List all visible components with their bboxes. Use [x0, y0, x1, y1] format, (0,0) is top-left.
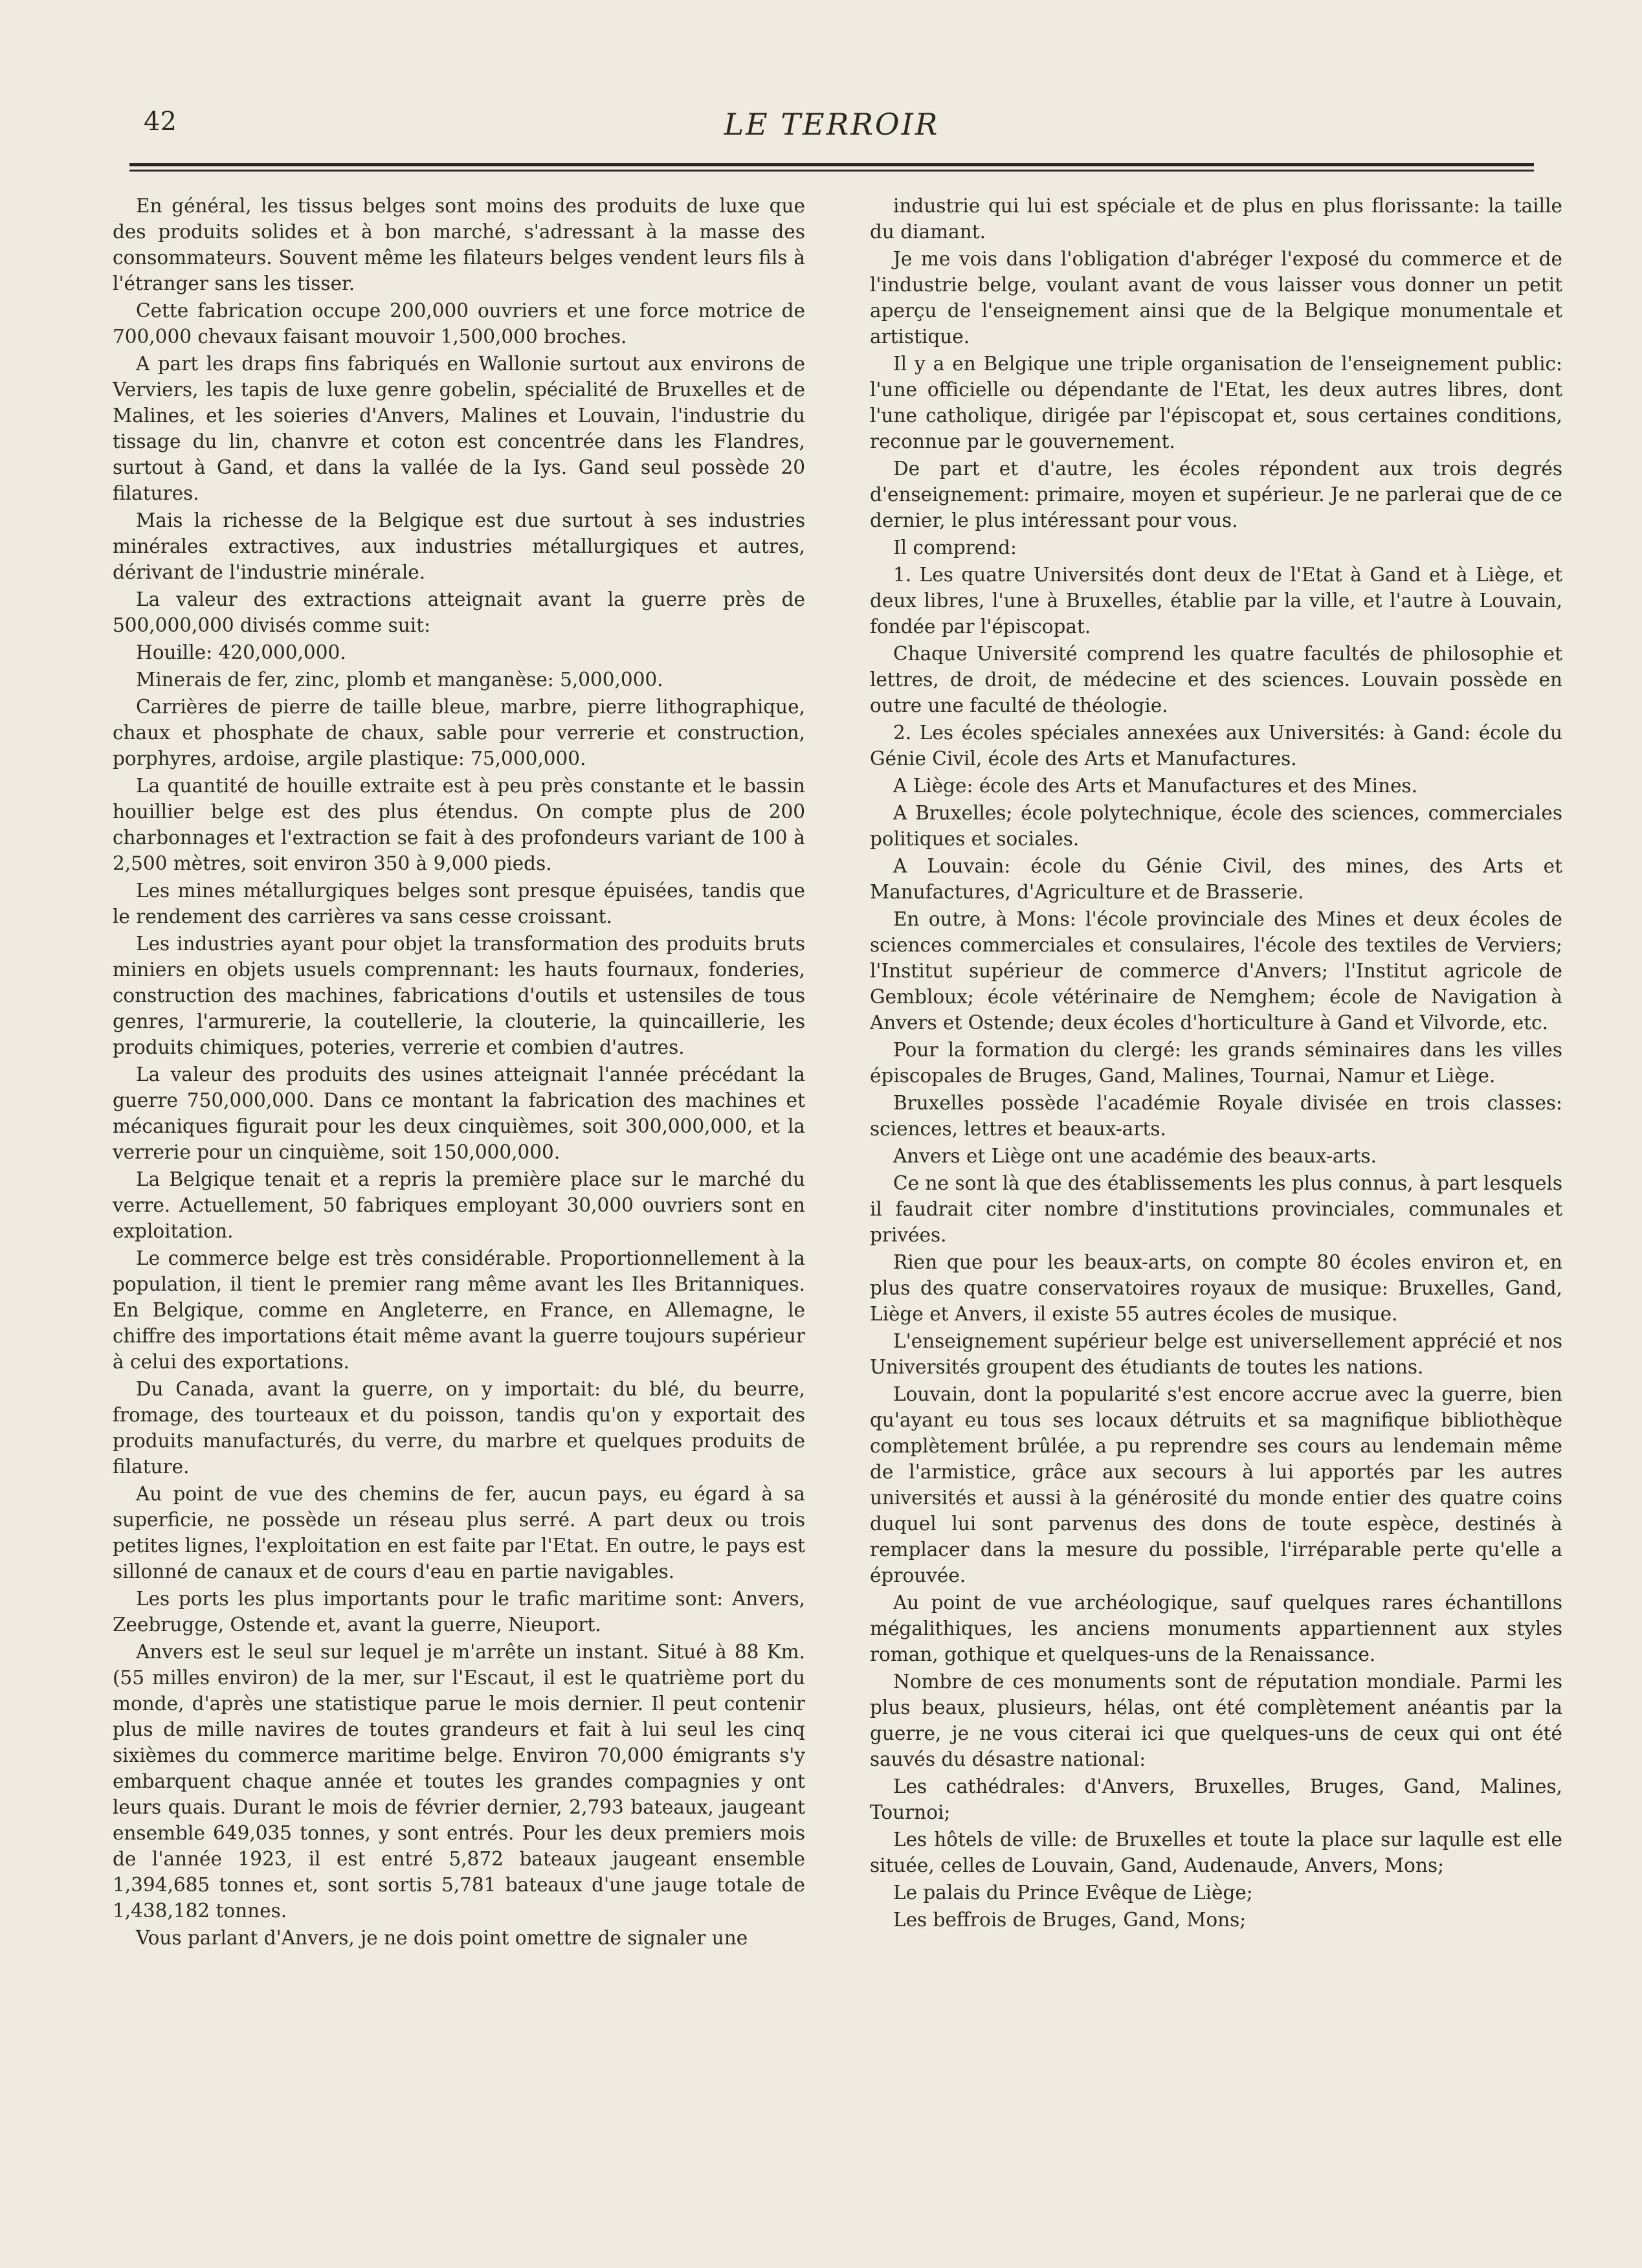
paragraph: Anvers et Liège ont une académie des beaux-arts.: [893, 1145, 1377, 1167]
paragraph: Mais la richesse de la Belgique est due surtout à ses industries minérales extractives, aux industries métallurgiques et autres, dérivant de l'industrie minérale.: [113, 509, 805, 583]
running-title: LE TERROIR: [724, 107, 940, 142]
paragraph: A part les draps fins fabriqués en Wallonie surtout aux environs de Verviers, les tapis de luxe genre gobelin, spécialité de Bruxelles et de Malines, et les soieries d'Anvers, Malines et Louvain, l'industrie du tissage du lin, chanvre et coton est concentrée dans les Flandres, surtout à Gand, et dans la vallée de la Iys. Gand seul possède 20 filatures.: [113, 353, 805, 504]
paragraph: La Belgique tenait et a repris la première place sur le marché du verre. Actuellement, 50 fabriques employant 30,000 ouvriers sont en exploitation.: [113, 1168, 805, 1242]
paragraph: Les mines métallurgiques belges sont presque épuisées, tandis que le rendement des carrières va sans cesse croissant.: [113, 880, 805, 928]
paragraph: 1. Les quatre Universités dont deux de l'Etat à Gand et à Liège, et deux libres, l'une à Bruxelles, établie par la ville, et l'autre à Louvain, fondée par l'épiscopat.: [870, 564, 1562, 638]
paragraph: Vous parlant d'Anvers, je ne dois point omettre de signaler une: [136, 1927, 748, 1949]
header-rule-thick: [129, 163, 1534, 166]
paragraph: Il comprend:: [893, 537, 1017, 559]
paragraph: Minerais de fer, zinc, plomb et manganèse: 5,000,000.: [136, 669, 663, 691]
paragraph: Anvers est le seul sur lequel je m'arrête un instant. Situé à 88 Km. (55 milles environ) de la mer, sur l'Escaut, il est le quatrième port du monde, d'après une statistique parue le mois dernier. Il peut contenir plus de mille navires de toutes grandeurs et fait à lui seul les cinq sixièmes du commerce maritime belge. Environ 70,000 émigrants s'y embarquent chaque année et toutes les grandes compagnies y ont leurs quais. Durant le mois de février dernier, 2,793 bateaux, jaugeant ensemble 649,035 tonnes, y sont entrés. Pour les deux premiers mois de l'année 1923, il est entré 5,872 bateaux jaugeant ensemble 1,394,685 tonnes et, sont sortis 5,781 bateaux d'une jauge totale de 1,438,182 tonnes.: [113, 1641, 805, 1922]
paragraph: Le palais du Prince Evêque de Liège;: [893, 1882, 1253, 1904]
paragraph: Houille: 420,000,000.: [136, 641, 346, 663]
paragraph: industrie qui lui est spéciale et de plus en plus florissante: la taille du diamant.: [870, 195, 1562, 243]
paragraph: La valeur des produits des usines atteignait l'année précédant la guerre 750,000,000. Dans ce montant la fabrication des machines et mécaniques figurait pour les deux cinquièmes, soit 300,000,000, et la verrerie pour un cinquième, soit 150,000,000.: [113, 1063, 805, 1163]
paragraph: Au point de vue archéologique, sauf quelques rares échantillons mégalithiques, les anciens monuments appartiennent aux styles roman, gothique et quelques-uns de la Renaissance.: [870, 1592, 1562, 1665]
paragraph: Pour la formation du clergé: les grands séminaires dans les villes épiscopales de Bruges, Gand, Malines, Tournai, Namur et Liège.: [870, 1039, 1562, 1087]
header-rule-thin: [129, 170, 1534, 172]
paragraph: Les beffrois de Bruges, Gand, Mons;: [893, 1909, 1247, 1931]
paragraph: L'enseignement supérieur belge est universellement apprécié et nos Universités groupent des étudiants de toutes les nations.: [870, 1330, 1562, 1378]
paragraph: A Liège: école des Arts et Manufactures et des Mines.: [893, 775, 1418, 797]
paragraph: Au point de vue des chemins de fer, aucun pays, eu égard à sa superficie, ne possède un réseau plus serré. A part deux ou trois petites lignes, l'exploitation en est faite par l'Etat. En outre, le pays est sillonné de canaux et de cours d'eau en partie navigables.: [113, 1483, 805, 1583]
paragraph: En général, les tissus belges sont moins des produits de luxe que des produits solides et à bon marché, s'adressant à la masse des consommateurs. Souvent même les filateurs belges vendent leurs fils à l'étranger sans les tisser.: [113, 195, 805, 295]
paragraph: Bruxelles possède l'académie Royale divisée en trois classes: sciences, lettres et beaux-arts.: [870, 1092, 1562, 1140]
paragraph: Nombre de ces monuments sont de réputation mondiale. Parmi les plus beaux, plusieurs, hélas, ont été complètement anéantis par la guerre, je ne vous citerai ici que quelques-uns de ceux qui ont été sauvés du désastre national:: [870, 1671, 1562, 1770]
paragraph: Carrières de pierre de taille bleue, marbre, pierre lithographique, chaux et phosphate de chaux, sable pour verrerie et construction, porphyres, ardoise, argile plastique: 75,000,000.: [113, 696, 805, 770]
paragraph: Cette fabrication occupe 200,000 ouvriers et une force motrice de 700,000 chevaux faisant mouvoir 1,500,000 broches.: [113, 300, 805, 348]
paragraph: Je me vois dans l'obligation d'abréger l'exposé du commerce et de l'industrie belge, voulant avant de vous laisser vous donner un petit aperçu de l'enseignement ainsi que de la Belgique monumentale et artistique.: [870, 248, 1562, 348]
paragraph: Les ports les plus importants pour le trafic maritime sont: Anvers, Zeebrugge, Ostende et, avant la guerre, Nieuport.: [113, 1588, 805, 1636]
paragraph: De part et d'autre, les écoles répondent aux trois degrés d'enseignement: primaire, moyen et supérieur. Je ne parlerai que de ce dernier, le plus intéressant pour vous.: [870, 458, 1562, 531]
page-header: [129, 107, 1534, 152]
paragraph: 2. Les écoles spéciales annexées aux Universités: à Gand: école du Génie Civil, école des Arts et Manufactures.: [870, 722, 1562, 770]
paragraph: Les cathédrales: d'Anvers, Bruxelles, Bruges, Gand, Malines, Tournoi;: [870, 1775, 1562, 1823]
paragraph: Rien que pour les beaux-arts, on compte 80 écoles environ et, en plus des quatre conservatoires royaux de musique: Bruxelles, Gand, Liège et Anvers, il existe 55 autres écoles de musique.: [870, 1251, 1562, 1325]
paragraph: La valeur des extractions atteignait avant la guerre près de 500,000,000 divisés comme suit:: [113, 588, 805, 636]
paragraph: A Bruxelles; école polytechnique, école des sciences, commerciales politiques et sociales.: [870, 802, 1562, 850]
paragraph: Du Canada, avant la guerre, on y importait: du blé, du beurre, fromage, des tourteaux et du poisson, tandis qu'on y exportait des produits manufacturés, du verre, du marbre et quelques produits de filature.: [113, 1378, 805, 1478]
paragraph: Louvain, dont la popularité s'est encore accrue avec la guerre, bien qu'ayant eu tous ses locaux détruits et sa magnifique bibliothèque complètement brûlée, a pu reprendre ses cours au lendemain même de l'armistice, grâce aux secours à lui apportés par les autres universités et aussi à la générosité du monde entier des quatre coins duquel lui sont parvenus des dons de toute espèce, destinés à remplacer dans la mesure du possible, l'irréparable perte qu'elle a éprouvée.: [870, 1383, 1562, 1586]
paragraph: Le commerce belge est très considérable. Proportionnellement à la population, il tient le premier rang même avant les Iles Britanniques. En Belgique, comme en Angleterre, en France, en Allemagne, le chiffre des importations était même avant la guerre toujours supérieur à celui des exportations.: [113, 1247, 805, 1373]
paragraph: Les industries ayant pour objet la transformation des produits bruts miniers en objets usuels comprennant: les hauts fournaux, fonderies, construction des machines, fabrications d'outils et ustensiles de tous genres, l'armurerie, la coutellerie, la clouterie, la quincaillerie, les produits chimiques, poteries, verrerie et combien d'autres.: [113, 933, 805, 1058]
paragraph: La quantité de houille extraite est à peu près constante et le bassin houillier belge est des plus étendus. On compte plus de 200 charbonnages et l'extraction se fait à des profondeurs variant de 100 à 2,500 mètres, soit environ 350 à 9,000 pieds.: [113, 775, 805, 874]
paragraph: Ce ne sont là que des établissements les plus connus, à part lesquels il faudrait citer nombre d'institutions provinciales, communales et privées.: [870, 1172, 1562, 1246]
right-column: [870, 193, 1562, 1934]
paragraph: Il y a en Belgique une triple organisation de l'enseignement public: l'une officielle ou dépendante de l'Etat, les deux autres libres, dont l'une catholique, dirigée par l'épiscopat et, sous certaines conditions, reconnue par le gouvernement.: [870, 353, 1562, 452]
paragraph: En outre, à Mons: l'école provinciale des Mines et deux écoles de sciences commerciales et consulaires, l'école des textiles de Verviers; l'Institut supérieur de commerce d'Anvers; l'Institut agricole de Gembloux; école vétérinaire de Nemghem; école de Navigation à Anvers et Ostende; deux écoles d'horticulture à Gand et Vilvorde, etc.: [870, 908, 1562, 1034]
paragraph: Les hôtels de ville: de Bruxelles et toute la place sur laqulle est elle située, celles de Louvain, Gand, Audenaude, Anvers, Mons;: [870, 1829, 1562, 1876]
paragraph: Chaque Université comprend les quatre facultés de philosophie et lettres, de droit, de médecine et des sciences. Louvain possède en outre une faculté de théologie.: [870, 643, 1562, 717]
page-number: 42: [144, 107, 177, 137]
left-column: [113, 193, 805, 1952]
paragraph: A Louvain: école du Génie Civil, des mines, des Arts et Manufactures, d'Agriculture et de Brasserie.: [870, 855, 1562, 903]
